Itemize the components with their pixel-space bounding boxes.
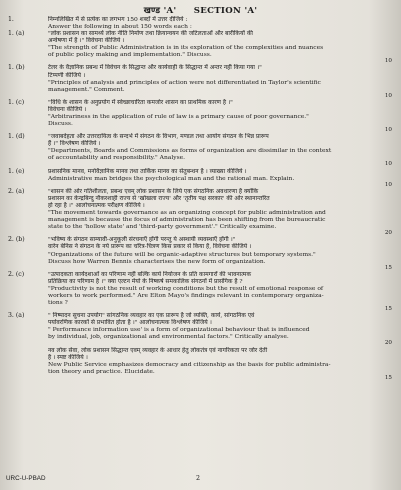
question-line: है । स्पष्ट कीजिये । bbox=[48, 353, 88, 361]
question-text bbox=[48, 30, 392, 64]
question-item bbox=[6, 133, 394, 167]
section-title-english: SECTION 'A' bbox=[193, 6, 258, 16]
question-line: निम्नलिखित में से प्रत्येक का लगभग 150 शब्दों में उत्तर दीजिये : bbox=[48, 16, 188, 23]
question-marks: 20 bbox=[384, 340, 392, 347]
question-line: प्रशासनिक मानव, मनोवैज्ञानिक मानव तथा तार्किक मानव का सेतुबन्धन है । व्याख्या कीजिये । bbox=[48, 167, 247, 175]
question-line: हो रहा है ।" आलोचनात्मक परीक्षण कीजिये । bbox=[48, 202, 145, 210]
question-item bbox=[6, 271, 394, 312]
question-number: 1. (c) bbox=[8, 98, 25, 106]
question-line: टिप्पणी कीजिये । bbox=[48, 71, 86, 79]
question-line: "जवाबदेहता और उत्तरदायित्व के सन्दर्भ में संगठन के विभाग, मण्डल तथा आयोग संगठन के भिन्न प्रारूप bbox=[48, 133, 269, 141]
question-text bbox=[48, 133, 392, 167]
question-number: 1. (d) bbox=[8, 133, 25, 141]
question-line: tion theory and practice. Elucidate. bbox=[48, 367, 155, 375]
question-line: management." Comment. bbox=[48, 85, 125, 93]
question-number: 1. (b) bbox=[8, 64, 25, 72]
question-line: "The movement towards governance as an organizing concept for public administration and bbox=[48, 209, 326, 217]
question-item bbox=[6, 16, 394, 30]
question-text bbox=[48, 271, 392, 312]
question-line: "उत्पादकता कार्यदशाओं का परिणाम नहीं बल्कि कार्य नियोजन के प्रति कामगारों की भावनात्मक bbox=[48, 270, 252, 278]
question-item bbox=[6, 188, 394, 236]
question-line: प्रशासन का केन्द्रबिन्दु नौकरशाही राज्य से 'खोखला राज्य' और 'तृतीय पक्ष सरकार' की ओर स्थानान्तरित bbox=[48, 195, 270, 202]
paper-code: URC-U-PBAD bbox=[6, 475, 46, 482]
question-line: management is because the focus of administration has been shifting from the bureaucratic bbox=[48, 216, 326, 224]
question-line: नव लोक सेवा, लोक प्रशासन सिद्धान्त एवम् व्यवहार के आधार हेतु लोकतंत्र एवं नागरिकता पर जोर देती bbox=[48, 346, 268, 354]
question-line: by individual, job, organizational and environmental factors." Critically analyse. bbox=[48, 333, 289, 341]
question-marks: 10 bbox=[384, 92, 392, 99]
question-item bbox=[6, 236, 394, 270]
question-line: of accountability and responsibility." Analyse. bbox=[48, 154, 186, 162]
question-line: "Organizations of the future will be organic-adaptive structures but temporary systems." bbox=[48, 250, 316, 258]
question-list bbox=[6, 16, 394, 381]
question-item bbox=[6, 64, 394, 98]
section-title-hindi: खण्ड 'A' bbox=[143, 6, 177, 16]
question-line: tions ? bbox=[48, 299, 68, 307]
question-line: workers to work performed." Are Elton Mayo's findings relevant in contemporary organiza- bbox=[48, 291, 324, 299]
question-text bbox=[48, 188, 392, 236]
question-line: "विधि के शासन के अनुप्रयोग में स्वेच्छाचारिता कमजोर शासन का प्राथमिक कारण है ।" bbox=[48, 98, 233, 106]
question-line: "The strength of Public Administration is in its exploration of the complexities and nuances bbox=[48, 44, 324, 52]
question-line: " निष्पादन सुचना उपयोग" सांगठनिक व्यवहार का एक प्रारूप है जो व्यक्ति, कार्य, सांगठनिक एवं bbox=[48, 312, 255, 320]
question-line: Discuss. bbox=[48, 120, 73, 128]
question-number: 1. (a) bbox=[8, 30, 25, 38]
question-line: "Productivity is not the result of working conditions but the result of emotional response of bbox=[48, 284, 324, 292]
question-text bbox=[48, 236, 392, 270]
question-line: of public policy making and implementation." Discuss. bbox=[48, 51, 212, 59]
question-line: अन्वेषणा में है ।" विवेचना कीजिये । bbox=[48, 37, 125, 45]
question-line: Answer the following in about 150 words each : bbox=[48, 23, 192, 31]
question-text bbox=[48, 64, 392, 98]
question-line: विवेचना कीजिये । bbox=[48, 105, 87, 113]
question-number: 2. (b) bbox=[8, 236, 25, 244]
question-line: state to the 'hollow state' and 'third-party government'." Critically examine. bbox=[48, 223, 277, 231]
question-marks: 10 bbox=[384, 127, 392, 134]
question-text bbox=[48, 168, 392, 188]
question-line: New Public Service emphasizes democracy and citizenship as the basis for public administra- bbox=[48, 360, 331, 368]
question-line: "लोक प्रशासन का सामर्थ्य लोक नीति निर्माण तथा क्रियान्वयन की जटिलताओं और बारीकियों की bbox=[48, 30, 253, 38]
question-line: वारेन बेनिस ने संगठन के नये प्रारूप का चरित्र-चित्रण किस प्रकार से किया है, विवेचना कीजिये । bbox=[48, 243, 252, 251]
question-marks: 15 bbox=[384, 374, 392, 381]
section-header bbox=[0, 4, 401, 16]
question-number: 1. bbox=[8, 16, 14, 23]
question-line: हैं ।" विश्लेषण कीजिये । bbox=[48, 140, 101, 148]
question-marks: 15 bbox=[384, 264, 392, 271]
question-line: " Performance information use' is a form of organizational behaviour that is influenced bbox=[48, 326, 310, 334]
question-text bbox=[48, 312, 392, 381]
question-text bbox=[48, 16, 392, 30]
question-line: "Principles of analysis and principles of action were not differentiated in Taylor's scientific bbox=[48, 78, 321, 86]
question-line: प्रतिक्रिया का परिणाम है ।" क्या एल्टन मेयो के निष्कर्ष समकालिक संगठनों में प्रासंगिक है ? bbox=[48, 277, 243, 285]
question-line: पर्यावरणिक कारकों से प्रभावित होता है ।" आलोचनात्मक विश्लेषण कीजिये । bbox=[48, 319, 212, 327]
question-marks: 10 bbox=[384, 161, 392, 168]
question-number: 2. (a) bbox=[8, 187, 25, 195]
question-item bbox=[6, 168, 394, 188]
question-line: टेलर के वैज्ञानिक प्रबन्ध में विवेचन के सिद्धान्त और कार्यवाही के सिद्धान्त में अन्तर नहीं किया गया ।" bbox=[48, 64, 262, 72]
question-marks: 15 bbox=[384, 306, 392, 313]
question-line: Discuss how Warren Bennis characterises the new form of organization. bbox=[48, 257, 266, 265]
page-number: 2 bbox=[196, 475, 201, 482]
question-line: "Arbitrariness in the application of rule of law is a primary cause of poor governance." bbox=[48, 112, 309, 120]
question-item bbox=[6, 312, 394, 381]
question-number: 2. (c) bbox=[8, 270, 25, 278]
question-line: Administrative man bridges the psychological man and the rational man. Explain. bbox=[48, 174, 295, 182]
question-line: "Departments, Boards and Commissions as forms of organization are dissimilar in the context bbox=[48, 147, 332, 155]
question-marks: 20 bbox=[384, 230, 392, 237]
question-line: "शासन की ओर गतिशीलता, प्रबन्ध एवम् लोक प्रशासन के लिये एक संगठनिक अवधारणा है क्योंकि bbox=[48, 187, 259, 195]
question-number: 3. (a) bbox=[8, 312, 25, 320]
question-marks: 10 bbox=[384, 181, 392, 188]
question-marks: 10 bbox=[384, 58, 392, 65]
question-item bbox=[6, 30, 394, 64]
question-line: "भविष्य के संगठन साम्यावी-अनुकूली संरचनाएँ होंगी परन्तु ये अस्थायी व्यवस्थाएँ होंगी ।" bbox=[48, 236, 236, 244]
question-number: 1. (e) bbox=[8, 167, 25, 175]
question-text bbox=[48, 99, 392, 133]
question-item bbox=[6, 99, 394, 133]
